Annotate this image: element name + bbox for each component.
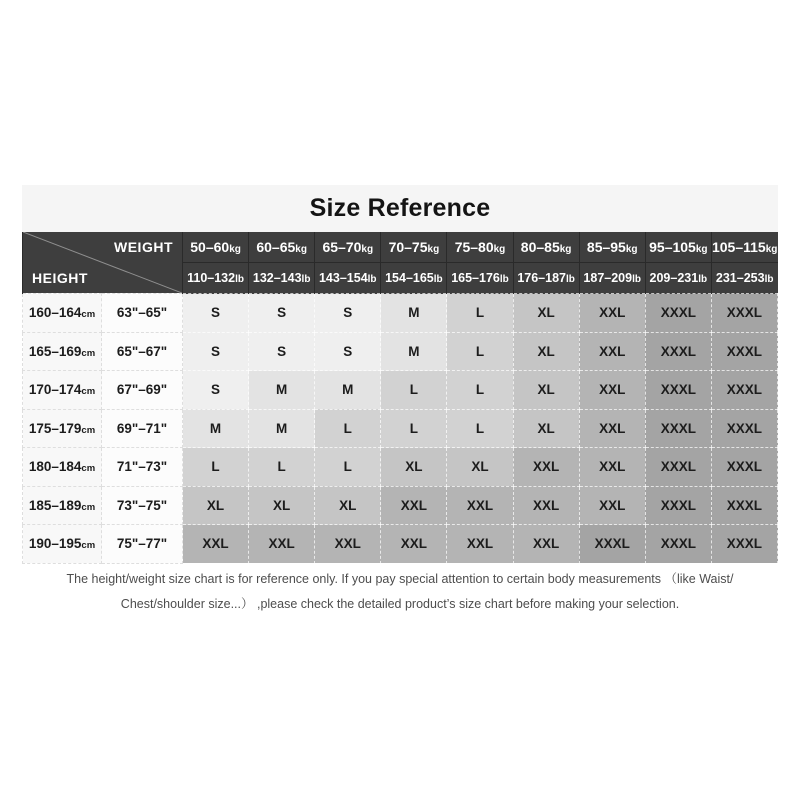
weight-header-kg: 50–60kg <box>183 232 249 263</box>
weight-header-lb: 154–165lb <box>381 263 447 294</box>
size-cell: XL <box>513 332 579 371</box>
weight-header-lb: 209–231lb <box>645 263 711 294</box>
weight-header-lb: 110–132lb <box>183 263 249 294</box>
size-cell: XL <box>513 294 579 333</box>
size-cell: XL <box>447 448 513 487</box>
size-cell: XXL <box>249 525 315 564</box>
size-cell: L <box>447 332 513 371</box>
size-cell: XXXL <box>645 448 711 487</box>
size-cell: XXL <box>579 448 645 487</box>
height-cell-inch: 63"–65" <box>102 294 183 333</box>
size-cell: XXL <box>579 409 645 448</box>
size-cell: S <box>249 332 315 371</box>
weight-header-kg: 105–115kg <box>711 232 777 263</box>
height-cell-cm: 180–184cm <box>23 448 102 487</box>
size-cell: XXL <box>579 332 645 371</box>
table-row <box>23 525 778 564</box>
size-cell: M <box>249 371 315 410</box>
size-cell: M <box>315 371 381 410</box>
table-header <box>23 232 778 294</box>
height-cell-inch: 73"–75" <box>102 486 183 525</box>
weight-header-lb: 187–209lb <box>579 263 645 294</box>
size-cell: XXXL <box>711 371 777 410</box>
size-cell: XXXL <box>645 409 711 448</box>
size-cell: L <box>447 371 513 410</box>
size-cell: L <box>447 294 513 333</box>
size-cell: XL <box>513 371 579 410</box>
size-cell: XXXL <box>711 332 777 371</box>
size-reference-table <box>22 232 778 564</box>
size-cell: XXXL <box>645 525 711 564</box>
table-row <box>23 332 778 371</box>
weight-header-kg: 85–95kg <box>579 232 645 263</box>
size-cell: XXXL <box>579 525 645 564</box>
weight-axis-label: WEIGHT <box>114 239 173 255</box>
weight-header-lb: 176–187lb <box>513 263 579 294</box>
size-cell: XXL <box>447 525 513 564</box>
size-cell: XXXL <box>645 371 711 410</box>
size-cell: M <box>249 409 315 448</box>
weight-header-kg: 70–75kg <box>381 232 447 263</box>
height-cell-cm: 165–169cm <box>23 332 102 371</box>
disclaimer-line-1: The height/weight size chart is for reference only. If you pay special attention to certain body measurements （like Waist/ <box>66 572 734 586</box>
weight-header-kg: 95–105kg <box>645 232 711 263</box>
weight-header-lb: 231–253lb <box>711 263 777 294</box>
size-cell: S <box>183 371 249 410</box>
size-cell: XL <box>513 409 579 448</box>
size-cell: S <box>183 294 249 333</box>
table-row <box>23 294 778 333</box>
size-cell: XXL <box>513 525 579 564</box>
size-cell: XXXL <box>711 448 777 487</box>
size-cell: XXL <box>579 486 645 525</box>
table-row <box>23 486 778 525</box>
size-cell: XL <box>315 486 381 525</box>
size-cell: XXXL <box>711 409 777 448</box>
height-cell-inch: 69"–71" <box>102 409 183 448</box>
table-row <box>23 409 778 448</box>
size-cell: XL <box>381 448 447 487</box>
size-chart-sheet <box>22 185 778 564</box>
weight-header-lb: 165–176lb <box>447 263 513 294</box>
height-cell-inch: 71"–73" <box>102 448 183 487</box>
height-cell-cm: 175–179cm <box>23 409 102 448</box>
size-cell: S <box>183 332 249 371</box>
disclaimer-text <box>0 567 800 617</box>
size-cell: M <box>381 294 447 333</box>
table-row <box>23 371 778 410</box>
size-cell: XXL <box>447 486 513 525</box>
height-cell-inch: 67"–69" <box>102 371 183 410</box>
size-cell: XXL <box>381 525 447 564</box>
size-cell: M <box>381 332 447 371</box>
size-cell: L <box>315 448 381 487</box>
size-cell: XXL <box>513 448 579 487</box>
size-cell: XXXL <box>711 486 777 525</box>
size-cell: L <box>381 371 447 410</box>
size-cell: XXXL <box>645 332 711 371</box>
size-cell: XL <box>249 486 315 525</box>
height-cell-inch: 65"–67" <box>102 332 183 371</box>
size-cell: S <box>249 294 315 333</box>
title-band <box>22 185 778 232</box>
size-cell: L <box>381 409 447 448</box>
size-cell: XXXL <box>645 294 711 333</box>
header-row-kg <box>23 232 778 263</box>
weight-header-kg: 75–80kg <box>447 232 513 263</box>
weight-header-lb: 132–143lb <box>249 263 315 294</box>
weight-header-kg: 65–70kg <box>315 232 381 263</box>
size-cell: XXL <box>315 525 381 564</box>
size-cell: XXL <box>183 525 249 564</box>
height-cell-cm: 190–195cm <box>23 525 102 564</box>
table-body <box>23 294 778 564</box>
weight-header-kg: 60–65kg <box>249 232 315 263</box>
size-cell: XXXL <box>645 486 711 525</box>
height-cell-cm: 185–189cm <box>23 486 102 525</box>
size-cell: S <box>315 332 381 371</box>
size-cell: XXL <box>381 486 447 525</box>
size-cell: XXL <box>579 294 645 333</box>
page-title: Size Reference <box>309 194 491 222</box>
height-axis-label: HEIGHT <box>32 270 88 286</box>
weight-header-lb: 143–154lb <box>315 263 381 294</box>
height-cell-inch: 75"–77" <box>102 525 183 564</box>
corner-cell <box>23 232 183 294</box>
weight-header-kg: 80–85kg <box>513 232 579 263</box>
disclaimer-line-2: Chest/shoulder size...） ,please check the detailed product’s size chart before making your selection. <box>120 597 680 611</box>
size-cell: XXL <box>579 371 645 410</box>
size-cell: XXL <box>513 486 579 525</box>
size-cell: XXXL <box>711 525 777 564</box>
size-cell: L <box>249 448 315 487</box>
size-cell: S <box>315 294 381 333</box>
size-cell: L <box>315 409 381 448</box>
size-cell: M <box>183 409 249 448</box>
size-cell: XXXL <box>711 294 777 333</box>
height-cell-cm: 170–174cm <box>23 371 102 410</box>
size-cell: XL <box>183 486 249 525</box>
table-row <box>23 448 778 487</box>
size-cell: L <box>447 409 513 448</box>
size-cell: L <box>183 448 249 487</box>
height-cell-cm: 160–164cm <box>23 294 102 333</box>
